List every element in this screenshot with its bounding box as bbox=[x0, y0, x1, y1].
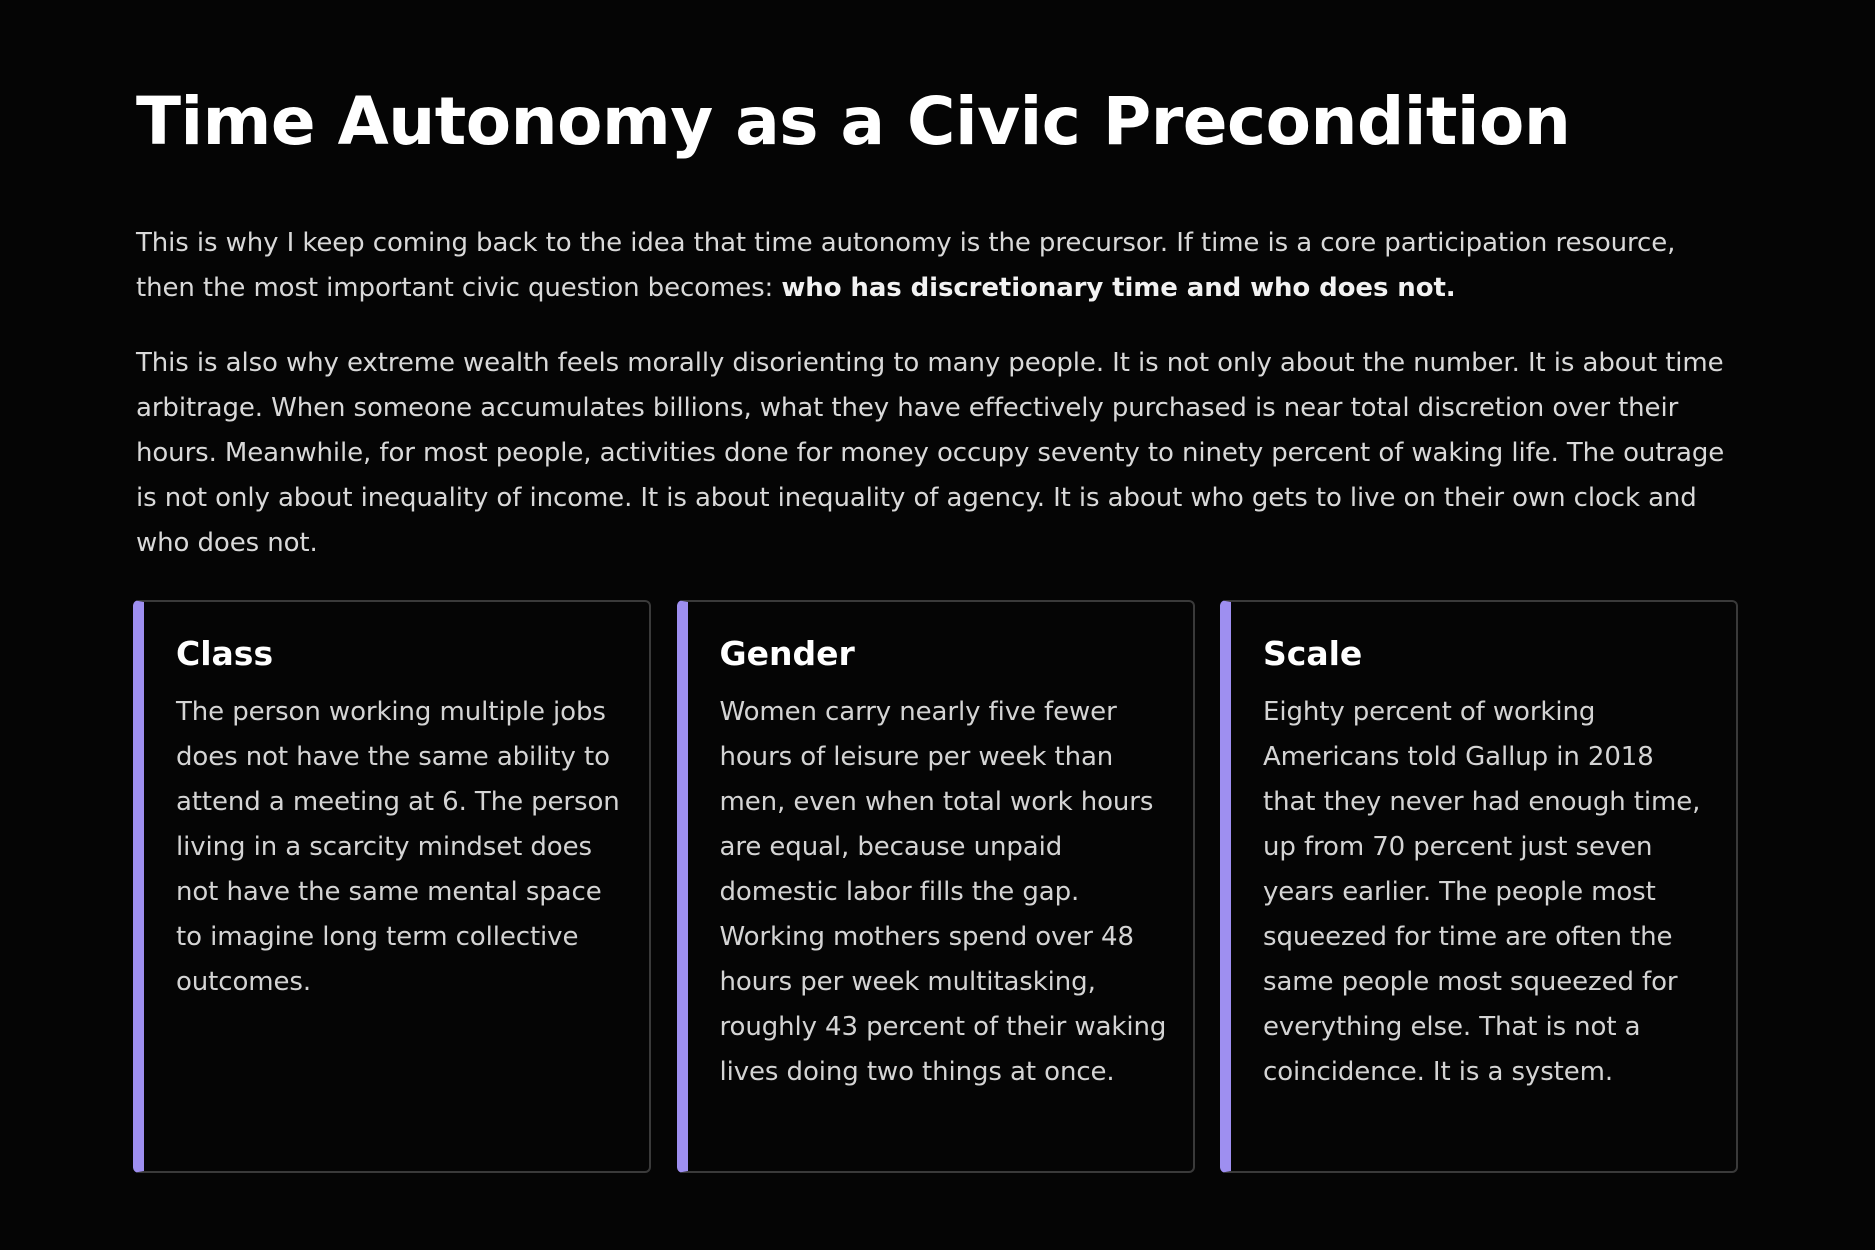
card-class bbox=[133, 600, 651, 1173]
card-title: Gender bbox=[719, 634, 855, 673]
card-scale bbox=[1220, 600, 1738, 1173]
card-title: Scale bbox=[1263, 634, 1363, 673]
page-title: Time Autonomy as a Civic Precondition bbox=[136, 83, 1571, 160]
card-title: Class bbox=[176, 634, 274, 673]
intro-text: This is why I keep coming back to the idea that time autonomy is the precursor. If time is a core participation resource, then the most important civic question becomes: bbox=[136, 228, 1676, 303]
intro-emphasis: who has discretionary time and who does not. bbox=[781, 273, 1456, 303]
card-gender bbox=[677, 600, 1195, 1173]
intro-paragraph bbox=[136, 221, 1739, 311]
card-body: Eighty percent of working Americans told Gallup in 2018 that they never had enough time, up from 70 percent just seven years earlier. The people most squeezed for time are often the same people most squeezed for everything else. That is not a coincidence. It is a system. bbox=[1263, 697, 1701, 1087]
card-body: The person working multiple jobs does not have the same ability to attend a meeting at 6. The person living in a scarcity mindset does not have the same mental space to imagine long term collective outcomes. bbox=[176, 697, 620, 997]
wealth-paragraph: This is also why extreme wealth feels morally disorienting to many people. It is not only about the number. It is about time arbitrage. When someone accumulates billions, what they have effectively purchased is near total discretion over their hours. Meanwhile, for most people, activities done for money occupy seventy to ninety percent of waking life. The outrage is not only about inequality of income. It is about inequality of agency. It is about who gets to live on their own clock and who does not. bbox=[136, 348, 1725, 558]
card-body: Women carry nearly five fewer hours of leisure per week than men, even when total work hours are equal, because unpaid domestic labor fills the gap. Working mothers spend over 48 hours per week multitasking, roughly 43 percent of their waking lives doing two things at once. bbox=[719, 697, 1167, 1087]
card-row bbox=[133, 600, 1738, 1173]
